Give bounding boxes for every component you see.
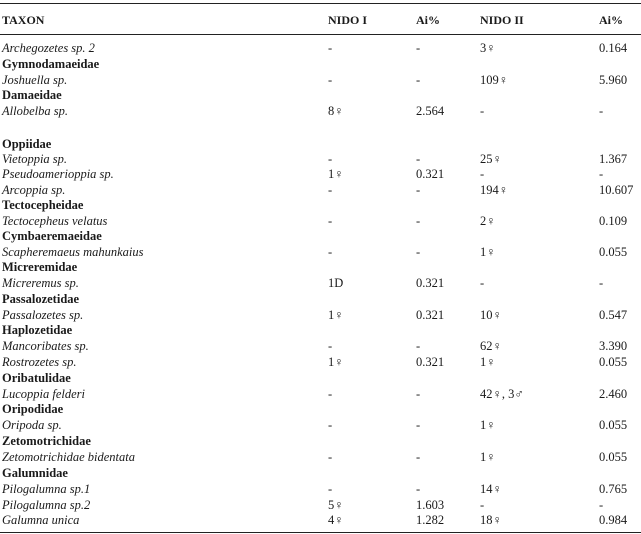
nido-2-count: 62♀ [480, 339, 502, 353]
nido-1-count: - [328, 339, 333, 353]
family-name: Galumnidae [2, 466, 68, 480]
nido-2-ai: 0.055 [599, 418, 628, 432]
nido-2-count: - [480, 276, 485, 290]
nido-2-ai: 0.055 [599, 245, 628, 259]
family-name: Tectocepheidae [2, 198, 84, 212]
taxon-name: Rostrozetes sp. [2, 355, 77, 369]
nido-1-count: - [328, 41, 333, 55]
family-row [0, 136, 641, 152]
nido-2-count: 10♀ [480, 308, 502, 322]
family-name: Oripodidae [2, 402, 64, 416]
nido-2-ai: 10.607 [599, 183, 634, 197]
nido-2-count: - [480, 498, 485, 512]
nido-1-ai: 1.603 [416, 498, 445, 512]
taxon-name: Arcoppia sp. [2, 183, 66, 197]
nido-1-count: 1♀ [328, 167, 344, 181]
nido-2-ai: 0.109 [599, 214, 628, 228]
table-top-rule [0, 3, 641, 4]
table-row [0, 40, 641, 56]
table-row [0, 244, 641, 260]
taxon-name: Archegozetes sp. 2 [2, 41, 95, 55]
nido-1-count: 1♀ [328, 355, 344, 369]
nido-1-ai: - [416, 183, 421, 197]
taxon-name: Pseudoamerioppia sp. [2, 167, 114, 181]
family-name: Passalozetidae [2, 292, 80, 306]
taxon-name: Galumna unica [2, 513, 80, 527]
family-row [0, 433, 641, 449]
family-row [0, 465, 641, 481]
nido-1-count: - [328, 387, 333, 401]
nido-2-count: - [480, 104, 485, 118]
nido-1-ai: - [416, 418, 421, 432]
family-row [0, 259, 641, 275]
taxon-name: Pilogalumna sp.2 [2, 498, 91, 512]
nido-1-count: - [328, 482, 333, 496]
taxon-name: Allobelba sp. [2, 104, 68, 118]
nido-2-count: 1♀ [480, 245, 496, 259]
family-row [0, 228, 641, 244]
header-nido-1: NIDO I [328, 13, 368, 27]
nido-2-count: 25♀ [480, 152, 502, 166]
taxon-name: Joshuella sp. [2, 73, 68, 87]
nido-2-ai: - [599, 276, 604, 290]
nido-1-ai: 0.321 [416, 355, 445, 369]
table-row [0, 386, 641, 402]
taxon-name: Lucoppia felderi [2, 387, 85, 401]
nido-1-ai: - [416, 245, 421, 259]
nido-2-ai: 0.164 [599, 41, 628, 55]
header-rule [0, 34, 641, 35]
family-name: Oribatulidae [2, 371, 71, 385]
nido-2-ai: - [599, 104, 604, 118]
nido-1-ai: 0.321 [416, 308, 445, 322]
nido-2-ai: - [599, 167, 604, 181]
nido-1-ai: 2.564 [416, 104, 445, 118]
nido-2-count: 42♀, 3♂ [480, 387, 524, 401]
nido-1-ai: - [416, 214, 421, 228]
nido-2-count: 2♀ [480, 214, 496, 228]
family-row [0, 401, 641, 417]
table-row [0, 481, 641, 497]
nido-1-count: - [328, 73, 333, 87]
nido-2-count: 1♀ [480, 418, 496, 432]
nido-2-count: 109♀ [480, 73, 509, 87]
nido-1-ai: 0.321 [416, 276, 445, 290]
table-row [0, 512, 641, 528]
taxon-name: Passalozetes sp. [2, 308, 84, 322]
table-row [0, 275, 641, 291]
nido-1-count: 1♀ [328, 308, 344, 322]
nido-1-count: - [328, 245, 333, 259]
nido-2-count: 1♀ [480, 355, 496, 369]
nido-2-ai: - [599, 498, 604, 512]
taxon-name: Tectocepheus velatus [2, 214, 108, 228]
nido-2-ai: 0.547 [599, 308, 628, 322]
nido-1-count: - [328, 418, 333, 432]
nido-1-ai: - [416, 387, 421, 401]
nido-2-count: 1♀ [480, 450, 496, 464]
table-row [0, 166, 641, 182]
family-name: Cymbaeremaeidae [2, 229, 102, 243]
header-taxon: TAXON [2, 13, 45, 27]
taxon-name: Micreremus sp. [2, 276, 79, 290]
family-name: Haplozetidae [2, 323, 73, 337]
nido-1-ai: - [416, 339, 421, 353]
family-name: Gymnodamaeidae [2, 57, 100, 71]
taxon-name: Zetomotrichidae bidentata [2, 450, 135, 464]
family-row [0, 322, 641, 338]
nido-1-ai: - [416, 152, 421, 166]
family-name: Micreremidae [2, 260, 78, 274]
family-name: Damaeidae [2, 88, 62, 102]
table-row [0, 338, 641, 354]
nido-1-ai: - [416, 41, 421, 55]
table-row [0, 307, 641, 323]
header-nido-2: NIDO II [480, 13, 524, 27]
taxon-name: Vietoppia sp. [2, 152, 68, 166]
nido-2-count: 3♀ [480, 41, 496, 55]
family-row [0, 197, 641, 213]
nido-1-ai: - [416, 482, 421, 496]
table-row [0, 449, 641, 465]
nido-1-count: 5♀ [328, 498, 344, 512]
nido-2-ai: 3.390 [599, 339, 628, 353]
family-name: Oppiidae [2, 137, 52, 151]
taxon-name: Pilogalumna sp.1 [2, 482, 91, 496]
header-ai-1: Ai% [416, 13, 440, 27]
nido-1-count: - [328, 214, 333, 228]
nido-2-ai: 0.055 [599, 450, 628, 464]
nido-2-count: 194♀ [480, 183, 509, 197]
table-row [0, 417, 641, 433]
family-name: Zetomotrichidae [2, 434, 91, 448]
nido-1-count: 1D [328, 276, 344, 290]
nido-2-ai: 0.765 [599, 482, 628, 496]
nido-2-ai: 0.055 [599, 355, 628, 369]
family-row [0, 87, 641, 103]
table-row [0, 182, 641, 198]
nido-2-ai: 5.960 [599, 73, 628, 87]
family-row [0, 370, 641, 386]
nido-2-count: - [480, 167, 485, 181]
nido-1-count: - [328, 183, 333, 197]
nido-2-ai: 0.984 [599, 513, 628, 527]
table-row [0, 213, 641, 229]
nido-1-ai: 1.282 [416, 513, 445, 527]
nido-2-count: 14♀ [480, 482, 502, 496]
family-row [0, 291, 641, 307]
table-row [0, 354, 641, 370]
nido-1-ai: - [416, 450, 421, 464]
nido-2-ai: 1.367 [599, 152, 628, 166]
table-bottom-rule [0, 532, 641, 533]
nido-1-count: 8♀ [328, 104, 344, 118]
table-row [0, 151, 641, 167]
nido-2-count: 18♀ [480, 513, 502, 527]
nido-1-ai: - [416, 73, 421, 87]
nido-1-count: 4♀ [328, 513, 344, 527]
header-ai-2: Ai% [599, 13, 623, 27]
table-row [0, 103, 641, 119]
family-row [0, 56, 641, 72]
nido-1-count: - [328, 450, 333, 464]
taxon-name: Oripoda sp. [2, 418, 62, 432]
nido-1-count: - [328, 152, 333, 166]
table-row [0, 497, 641, 513]
taxon-name: Mancoribates sp. [2, 339, 89, 353]
taxon-name: Scapheremaeus mahunkaius [2, 245, 144, 259]
nido-1-ai: 0.321 [416, 167, 445, 181]
table-row [0, 72, 641, 88]
nido-2-ai: 2.460 [599, 387, 628, 401]
